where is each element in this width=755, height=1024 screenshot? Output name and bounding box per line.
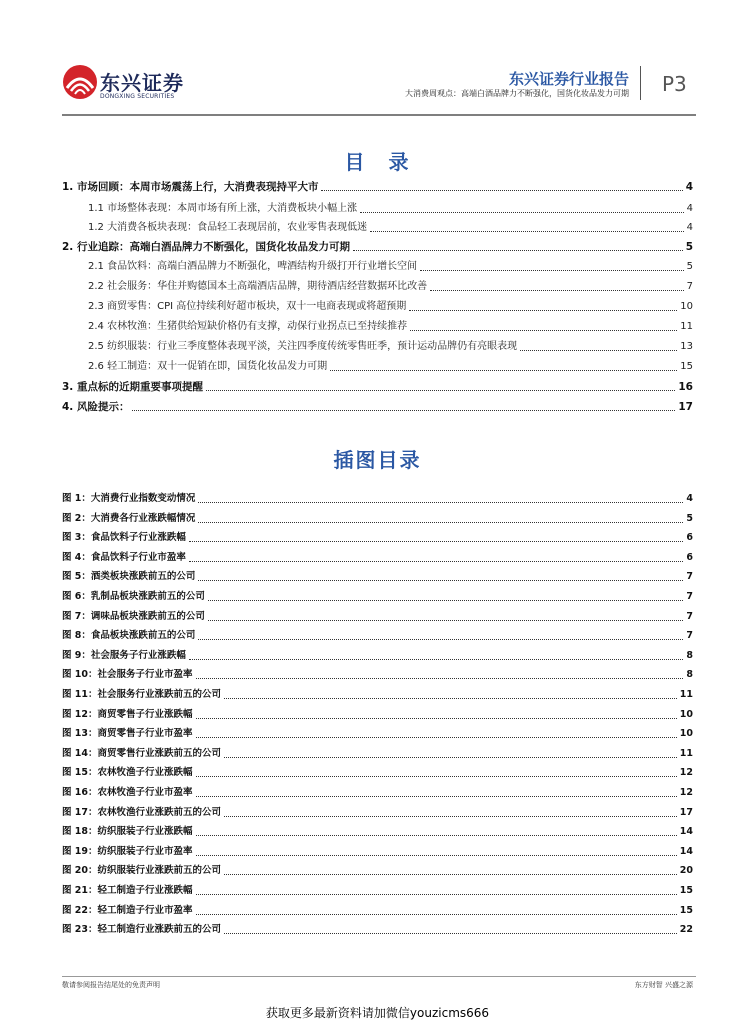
- figure-leader-dots: [208, 600, 683, 601]
- toc-entry-page: 10: [680, 301, 693, 312]
- toc-entry[interactable]: [88, 298, 693, 314]
- toc-leader-dots: [353, 250, 683, 251]
- figure-entry[interactable]: [62, 568, 693, 584]
- figure-leader-dots: [224, 757, 677, 758]
- figure-entry-page: 20: [679, 865, 693, 877]
- toc-entry[interactable]: [88, 219, 693, 235]
- toc-entry-page: 11: [680, 321, 693, 332]
- toc-entry-page: 13: [680, 341, 693, 352]
- figure-leader-dots: [224, 933, 677, 934]
- toc-entry-text: 2.5 纺织服装：行业三季度整体表现平淡，关注四季度传统零售旺季，预计运动品牌仍有亮眼表现: [88, 341, 518, 352]
- toc-entry[interactable]: [88, 318, 693, 334]
- toc-entry-text: 4. 风险提示：: [62, 401, 130, 413]
- figure-entry-text: 图 17：农林牧渔行业涨跌前五的公司: [62, 806, 222, 818]
- header-divider: [640, 66, 641, 100]
- figure-entry-page: 5: [686, 512, 693, 524]
- figure-entry[interactable]: [62, 588, 693, 604]
- figure-entry[interactable]: [62, 862, 693, 878]
- figure-leader-dots: [196, 678, 684, 679]
- figure-entry-text: 图 7：调味品板块涨跌前五的公司: [62, 610, 205, 622]
- figure-leader-dots: [198, 580, 683, 581]
- report-subtitle: 大消费周观点：高端白酒品牌力不断强化，国货化妆品发力可期: [405, 89, 629, 98]
- figure-entry-text: 图 5：酒类板块涨跌前五的公司: [62, 571, 196, 583]
- figure-entry[interactable]: [62, 490, 693, 506]
- toc-leader-dots: [370, 231, 684, 232]
- toc-entry-text: 2.4 农林牧渔：生猪供给短缺价格仍有支撑，动保行业拐点已至持续推荐: [88, 321, 408, 332]
- figure-entry[interactable]: [62, 549, 693, 565]
- figure-entry[interactable]: [62, 764, 693, 780]
- figure-entry-text: 图 3：食品饮料子行业涨跌幅: [62, 532, 186, 544]
- figure-entry-text: 图 13：商贸零售子行业市盈率: [62, 728, 193, 740]
- toc-entry-text: 3. 重点标的近期重要事项提醒: [62, 381, 203, 393]
- figure-entry-page: 10: [679, 708, 693, 720]
- toc-entry-page: 4: [686, 222, 693, 233]
- figure-leader-dots: [198, 639, 683, 640]
- toc-entry-text: 2.1 食品饮料：高端白酒品牌力不断强化，啤酒结构升级打开行业增长空间: [88, 261, 418, 272]
- figure-leader-dots: [196, 737, 677, 738]
- figure-entry-text: 图 18：纺织服装子行业涨跌幅: [62, 826, 193, 838]
- figure-entry-page: 6: [686, 551, 693, 563]
- figure-entry-text: 图 15：农林牧渔子行业涨跌幅: [62, 767, 193, 779]
- figure-entry-page: 22: [679, 924, 693, 936]
- figure-leader-dots: [189, 541, 683, 542]
- figure-leader-dots: [224, 874, 677, 875]
- figure-entry[interactable]: [62, 745, 693, 761]
- figures-title: 插图目录: [333, 448, 422, 472]
- toc-leader-dots: [360, 212, 684, 213]
- figure-entry-page: 12: [679, 787, 693, 798]
- figure-entry-page: 14: [679, 826, 693, 838]
- figure-entry-text: 图 1：大消费行业指数变动情况: [62, 493, 196, 504]
- toc-leader-dots: [206, 390, 675, 391]
- logo-english-name: DONGXING SECURITIES: [100, 93, 175, 100]
- toc-entry[interactable]: [62, 238, 693, 254]
- page-header: [0, 0, 755, 120]
- toc-entry[interactable]: [88, 358, 693, 374]
- figure-entry-page: 12: [679, 767, 693, 779]
- figure-entry-page: 8: [686, 669, 693, 681]
- figure-entry[interactable]: [62, 902, 693, 918]
- figure-entry-page: 10: [679, 728, 693, 740]
- figure-entry-text: 图 11：社会服务行业涨跌前五的公司: [62, 689, 222, 700]
- figure-leader-dots: [196, 914, 677, 915]
- figure-entry-page: 7: [686, 591, 693, 602]
- toc-leader-dots: [410, 330, 677, 331]
- figure-entry[interactable]: [62, 706, 693, 722]
- figure-leader-dots: [196, 894, 677, 895]
- watermark-text: 获取更多最新资料请加微信youzicms666: [265, 1006, 490, 1020]
- toc-entry-page: 16: [678, 381, 693, 393]
- figure-entry-text: 图 14：商贸零售行业涨跌前五的公司: [62, 747, 222, 759]
- toc-leader-dots: [430, 290, 684, 291]
- figure-entry-text: 图 9：社会服务子行业涨跌幅: [62, 649, 186, 661]
- figure-entry-text: 图 23：轻工制造行业涨跌前五的公司: [62, 924, 222, 936]
- toc-entry[interactable]: [88, 278, 693, 294]
- figure-entry-text: 图 21：轻工制造子行业涨跌幅: [62, 885, 193, 896]
- toc-leader-dots: [520, 350, 677, 351]
- toc-leader-dots: [330, 370, 677, 371]
- figure-entry[interactable]: [62, 804, 693, 820]
- figure-entry-text: 图 10：社会服务子行业市盈率: [62, 669, 193, 681]
- figure-entry-page: 7: [686, 630, 693, 642]
- toc-leader-dots: [132, 410, 675, 411]
- toc-entry-text: 2. 行业追踪：高端白酒品牌力不断强化，国货化妆品发力可期: [62, 241, 350, 253]
- toc-leader-dots: [321, 190, 682, 191]
- figure-entry[interactable]: [62, 882, 693, 898]
- footer-slogan: 东方财智 兴盛之源: [634, 981, 693, 989]
- figure-entry-page: 11: [679, 747, 693, 759]
- figure-leader-dots: [196, 855, 677, 856]
- figure-entry[interactable]: [62, 647, 693, 663]
- logo-chinese-name: 东兴证券: [100, 71, 184, 95]
- figure-entry[interactable]: [62, 921, 693, 937]
- figure-entry[interactable]: [62, 843, 693, 859]
- toc-entry[interactable]: [88, 200, 693, 216]
- toc-entry-page: 17: [678, 401, 693, 413]
- figure-entry[interactable]: [62, 666, 693, 682]
- toc-entry[interactable]: [62, 398, 693, 414]
- figure-entry-page: 6: [686, 532, 693, 544]
- figure-entry-text: 图 20：纺织服装行业涨跌前五的公司: [62, 865, 222, 877]
- toc-entry-text: 2.3 商贸零售：CPI 高位持续利好超市板块，双十一电商表现或将超预期: [88, 301, 407, 312]
- figure-entry[interactable]: [62, 608, 693, 624]
- toc-entry-page: 5: [686, 261, 693, 272]
- figure-entry-text: 图 12：商贸零售子行业涨跌幅: [62, 708, 193, 720]
- toc-entry[interactable]: [88, 338, 693, 354]
- toc-entry-text: 1.1 市场整体表现：本周市场有所上涨，大消费板块小幅上涨: [88, 203, 358, 214]
- figure-leader-dots: [196, 796, 677, 797]
- toc-title: 目 录: [344, 150, 411, 174]
- figure-entry-page: 15: [679, 904, 693, 916]
- toc-entry-page: 15: [680, 361, 693, 372]
- toc-entry[interactable]: [62, 178, 693, 194]
- figure-entry-page: 11: [679, 689, 693, 700]
- figure-entry-text: 图 6：乳制品板块涨跌前五的公司: [62, 591, 205, 602]
- toc-entry-page: 5: [685, 241, 693, 253]
- figure-leader-dots: [196, 835, 677, 836]
- figure-entry-page: 17: [679, 806, 693, 818]
- figure-entry[interactable]: [62, 510, 693, 526]
- figure-leader-dots: [198, 502, 683, 503]
- figure-entry-page: 4: [686, 493, 693, 504]
- toc-leader-dots: [409, 310, 677, 311]
- page-number: P3: [662, 72, 687, 96]
- toc-entry-text: 1. 市场回顾：本周市场震荡上行，大消费表现持平大市: [62, 181, 319, 193]
- figure-entry[interactable]: [62, 686, 693, 702]
- figure-entry-text: 图 22：轻工制造子行业市盈率: [62, 904, 193, 916]
- figure-entry[interactable]: [62, 627, 693, 643]
- figure-entry-text: 图 16：农林牧渔子行业市盈率: [62, 787, 193, 798]
- toc-entry[interactable]: [62, 378, 693, 394]
- toc-entry-page: 4: [685, 181, 693, 193]
- header-rule: [62, 114, 696, 116]
- footer-disclaimer: 敬请参阅报告结尾处的免责声明: [62, 981, 160, 989]
- figure-entry[interactable]: [62, 823, 693, 839]
- toc-leader-dots: [420, 270, 684, 271]
- figure-entry[interactable]: [62, 784, 693, 800]
- figure-leader-dots: [224, 816, 677, 817]
- figure-leader-dots: [208, 620, 683, 621]
- figure-leader-dots: [189, 659, 683, 660]
- report-title: 东兴证券行业报告: [508, 70, 629, 88]
- toc-entry[interactable]: [88, 258, 693, 274]
- company-logo: [62, 62, 192, 106]
- figure-leader-dots: [224, 698, 677, 699]
- toc-entry-text: 2.6 轻工制造：双十一促销在即，国货化妆品发力可期: [88, 361, 328, 372]
- figure-entry-page: 15: [679, 885, 693, 896]
- figure-leader-dots: [189, 561, 683, 562]
- figure-entry-page: 7: [686, 571, 693, 583]
- figure-entry[interactable]: [62, 725, 693, 741]
- figure-entry-page: 7: [686, 610, 693, 622]
- figure-leader-dots: [196, 776, 677, 777]
- figure-leader-dots: [198, 522, 683, 523]
- figure-entry-text: 图 19：纺织服装子行业市盈率: [62, 845, 193, 857]
- toc-entry-page: 7: [686, 281, 693, 292]
- footer-rule: [62, 976, 696, 977]
- figure-entry-text: 图 2：大消费各行业涨跌幅情况: [62, 512, 196, 524]
- figure-entry-text: 图 8：食品板块涨跌前五的公司: [62, 630, 196, 642]
- logo-mark-icon: [62, 64, 98, 100]
- figure-entry-text: 图 4：食品饮料子行业市盈率: [62, 551, 186, 563]
- figure-entry[interactable]: [62, 529, 693, 545]
- figure-entry-page: 14: [679, 845, 693, 857]
- figure-entry-page: 8: [686, 649, 693, 661]
- toc-entry-text: 2.2 社会服务：华住并购德国本土高端酒店品牌，期待酒店经营数据环比改善: [88, 281, 428, 292]
- toc-entry-page: 4: [686, 203, 693, 214]
- figure-leader-dots: [196, 718, 677, 719]
- toc-entry-text: 1.2 大消费各板块表现：食品轻工表现居前，农业零售表现低迷: [88, 222, 368, 233]
